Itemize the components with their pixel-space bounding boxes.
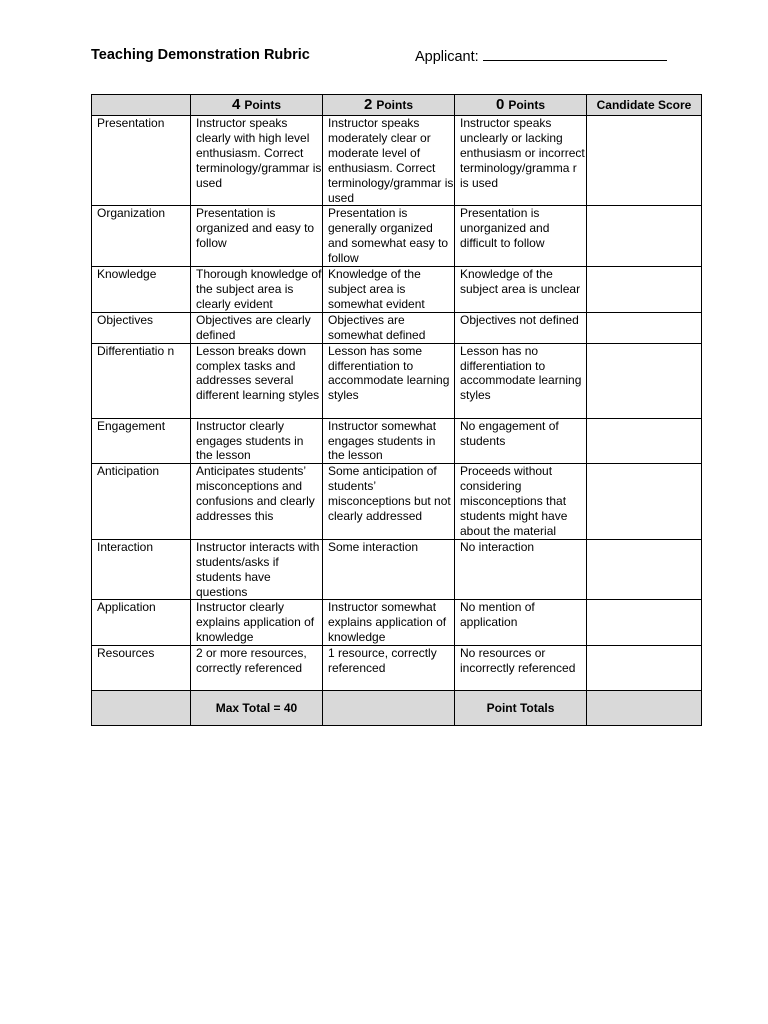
four-points-cell: Objectives are clearly defined: [191, 312, 323, 343]
totals-blank-cell: [92, 691, 191, 726]
table-row: [92, 418, 702, 464]
four-points-cell: Anticipates students’ misconceptions and confusions and clearly addresses this: [191, 464, 323, 540]
table-row: [92, 312, 702, 343]
zero-points-cell: Lesson has no differentiation to accommodate learning styles: [455, 343, 587, 418]
candidate-score-cell[interactable]: [587, 343, 702, 418]
two-points-cell: 1 resource, correctly referenced: [323, 646, 455, 691]
zero-points-cell: No engagement of students: [455, 418, 587, 464]
two-points-cell: Some interaction: [323, 539, 455, 600]
zero-points-cell: Objectives not defined: [455, 312, 587, 343]
criterion-cell: Anticipation: [92, 464, 191, 540]
max-total-cell: Max Total = 40: [191, 691, 323, 726]
point-totals-score-cell[interactable]: [587, 691, 702, 726]
candidate-score-cell[interactable]: [587, 418, 702, 464]
candidate-score-cell[interactable]: [587, 646, 702, 691]
candidate-score-cell[interactable]: [587, 312, 702, 343]
zero-points-cell: No resources or incorrectly referenced: [455, 646, 587, 691]
candidate-score-cell[interactable]: [587, 267, 702, 313]
criterion-cell: Presentation: [92, 116, 191, 206]
zero-points-cell: Presentation is unorganized and difficult to follow: [455, 206, 587, 267]
two-points-cell: Instructor somewhat engages students in the lesson: [323, 418, 455, 464]
four-points-cell: Thorough knowledge of the subject area is clearly evident: [191, 267, 323, 313]
criterion-cell: Organization: [92, 206, 191, 267]
zero-points-cell: Proceeds without considering misconceptions that students might have about the material: [455, 464, 587, 540]
table-row: [92, 539, 702, 600]
header-0-points: 0 Points: [455, 95, 587, 116]
table-row: [92, 464, 702, 540]
zero-points-cell: No mention of application: [455, 600, 587, 646]
applicant-label: Applicant:: [415, 49, 479, 65]
table-row: [92, 646, 702, 691]
two-points-cell: Lesson has some differentiation to accommodate learning styles: [323, 343, 455, 418]
header-candidate-score: Candidate Score: [587, 95, 702, 116]
four-points-cell: Instructor interacts with students/asks if students have questions: [191, 539, 323, 600]
candidate-score-cell[interactable]: [587, 206, 702, 267]
zero-points-cell: No interaction: [455, 539, 587, 600]
criterion-cell: Resources: [92, 646, 191, 691]
four-points-cell: Presentation is organized and easy to follow: [191, 206, 323, 267]
header-row: [92, 95, 702, 116]
applicant-blank-line: [483, 47, 667, 61]
criterion-cell: Application: [92, 600, 191, 646]
four-points-cell: Instructor clearly explains application of knowledge: [191, 600, 323, 646]
criterion-cell: Interaction: [92, 539, 191, 600]
header-criterion-cell: [92, 95, 191, 116]
applicant-field: [415, 47, 667, 65]
two-points-cell: Instructor speaks moderately clear or moderate level of enthusiasm. Correct terminology/grammar is used: [323, 116, 455, 206]
totals-blank-cell: [323, 691, 455, 726]
header-2-points: 2 Points: [323, 95, 455, 116]
criterion-cell: Engagement: [92, 418, 191, 464]
zero-points-cell: Knowledge of the subject area is unclear: [455, 267, 587, 313]
four-points-cell: Instructor speaks clearly with high level enthusiasm. Correct terminology/grammar is used: [191, 116, 323, 206]
rubric-table: [91, 94, 702, 726]
two-points-cell: Some anticipation of students’ misconceptions but not clearly addressed: [323, 464, 455, 540]
four-points-cell: Lesson breaks down complex tasks and addresses several different learning styles: [191, 343, 323, 418]
point-totals-label: Point Totals: [455, 691, 587, 726]
table-row: [92, 116, 702, 206]
candidate-score-cell[interactable]: [587, 600, 702, 646]
two-points-cell: Presentation is generally organized and somewhat easy to follow: [323, 206, 455, 267]
table-row: [92, 267, 702, 313]
four-points-cell: 2 or more resources, correctly referenced: [191, 646, 323, 691]
two-points-cell: Instructor somewhat explains application of knowledge: [323, 600, 455, 646]
candidate-score-cell[interactable]: [587, 116, 702, 206]
two-points-cell: Objectives are somewhat defined: [323, 312, 455, 343]
four-points-cell: Instructor clearly engages students in the lesson: [191, 418, 323, 464]
totals-row: [92, 691, 702, 726]
table-row: [92, 206, 702, 267]
criterion-cell: Differentiatio n: [92, 343, 191, 418]
candidate-score-cell[interactable]: [587, 464, 702, 540]
two-points-cell: Knowledge of the subject area is somewhat evident: [323, 267, 455, 313]
criterion-cell: Knowledge: [92, 267, 191, 313]
header-4-points: 4 Points: [191, 95, 323, 116]
table-row: [92, 343, 702, 418]
candidate-score-cell[interactable]: [587, 539, 702, 600]
document-title: Teaching Demonstration Rubric: [91, 47, 310, 63]
criterion-cell: Objectives: [92, 312, 191, 343]
table-row: [92, 600, 702, 646]
zero-points-cell: Instructor speaks unclearly or lacking enthusiasm or incorrect terminology/gramma r is used: [455, 116, 587, 206]
